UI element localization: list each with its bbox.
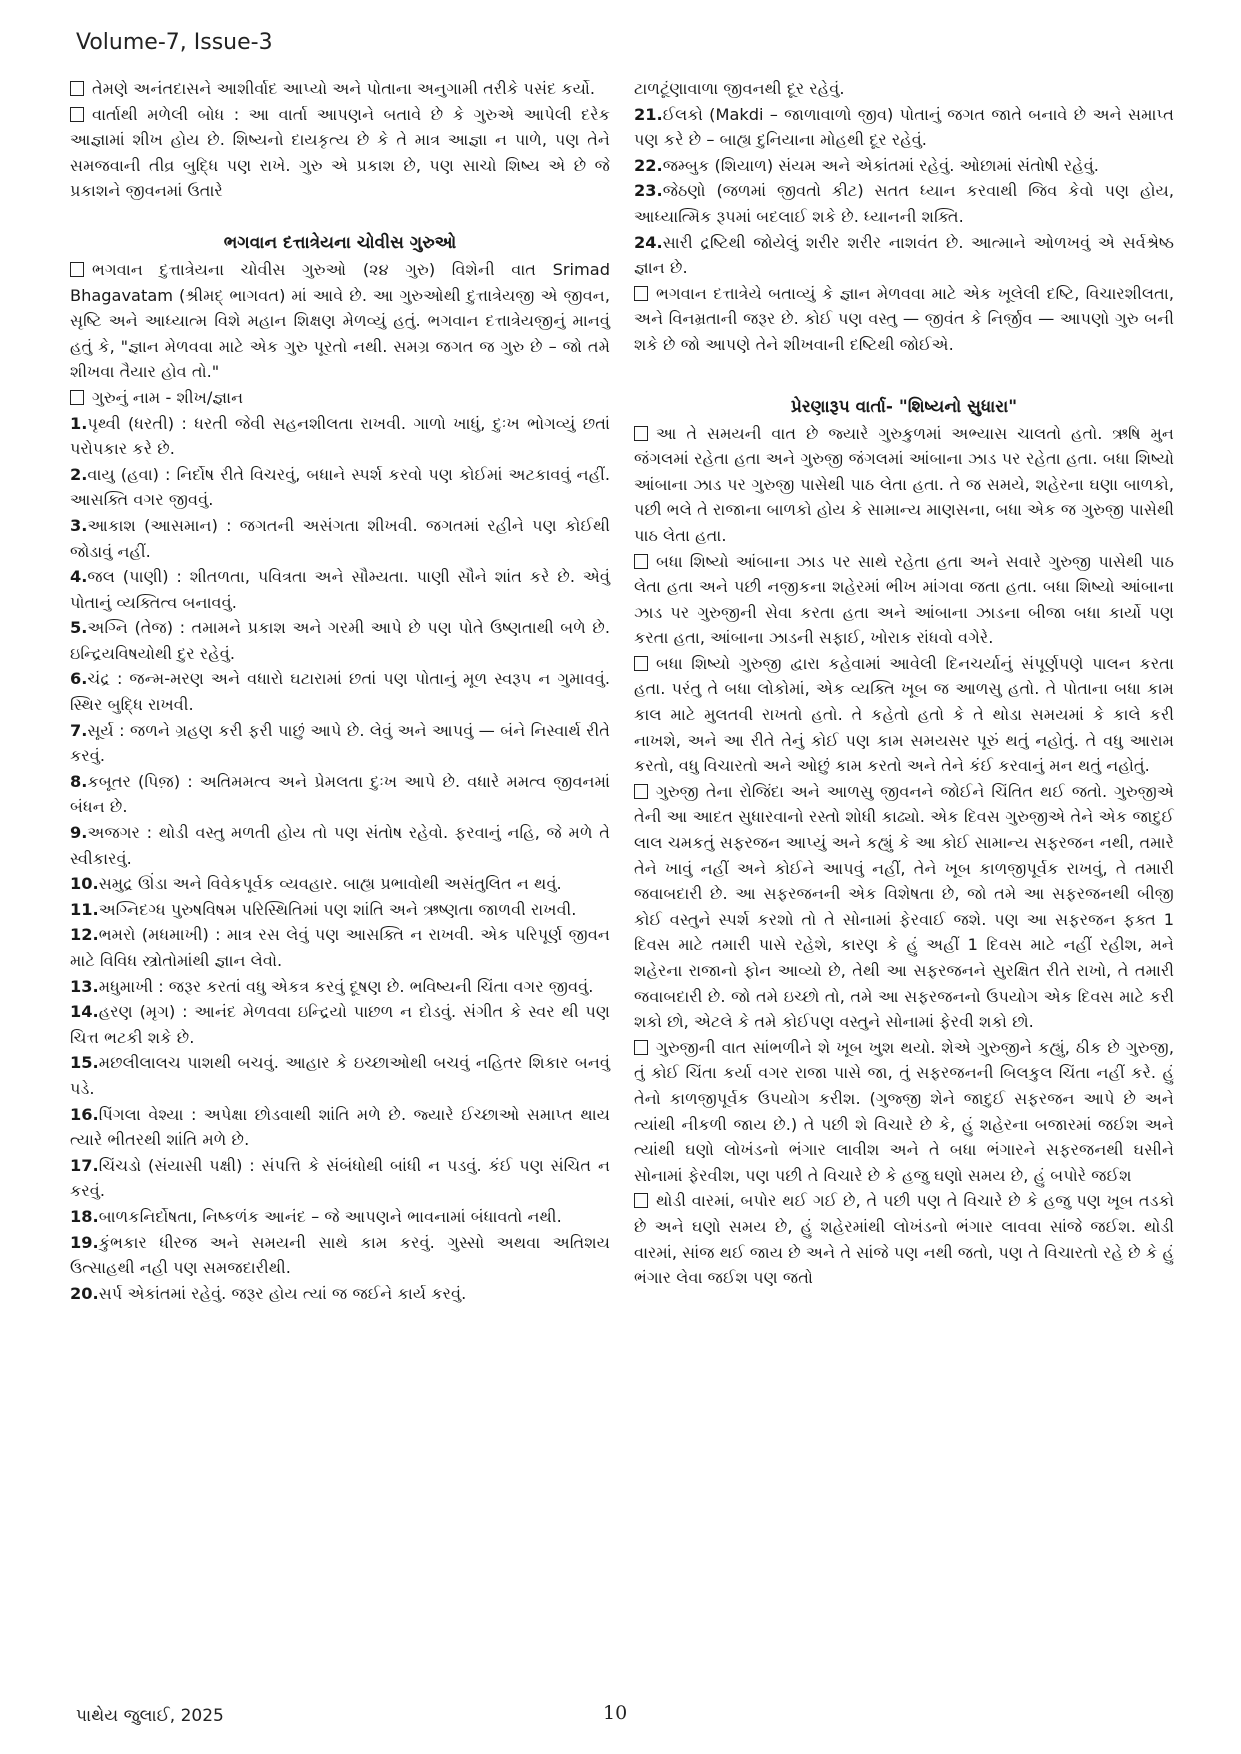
guru-list-item [70,615,610,666]
story-paragraph [634,1035,1174,1189]
guru-item-text: જમ્બુક (શિયાળ) સંયમ અને એકાંતમાં રહેવું. ઓછામાં સંતોષી રહેવું. [662,155,1099,175]
guru-item-text: પિંગલા વેશ્યા : અપેક્ષા છોડવાથી શાંતિ મળે છે. જ્યારે ઈચ્છાઓ સમાપ્ત થાય ત્યારે ભીતરથી શાંતિ મળે છે. [70,1104,610,1150]
guru-item-text: ચંદ્ર : જન્મ-મરણ અને વધારો ઘટારામાં છતાં પણ પોતાનું મૂળ સ્વરૂપ ન ગુમાવવું. સ્થિર બુદ્ધિ રાખવી. [70,669,610,715]
continued-line: ટાળટૂંણાવાળા જીવનથી દૂર રહેવું. [634,79,845,98]
guru-item-text: મધુમાખી : જરૂર કરતાં વધુ એકત્ર કરવું દૂષણ છે. ભવિષ્યની ચિંતા વગર જીવવું. [98,976,594,996]
guru-list-item [70,513,610,564]
guru-list-item [70,974,610,1000]
guru-list-item [70,1230,610,1281]
guru-item-text: સૂર્ય : જળને ગ્રહણ કરી ફરી પાછું આપે છે. લેવું અને આપવું — બંને નિસ્વાર્થ રીતે કરવું. [70,720,610,766]
guru-item-text: ઈલકો (Makdi – જાળાવાળો જીવ) પોતાનું જગત જાતે બનાવે છે અને સમાપ્ત પણ કરે છે – બાહ્ય દુનિયાના મોહથી દૂર રહેવું. [634,104,1174,150]
guru-item-text: આકાશ (આસમાન) : જગતની અસંગતા શીખવી. જગતમાં રહીને પણ કોઈથી જોડાવું નહીં. [70,515,610,561]
guru-item-number: 6. [70,669,88,689]
guru-list-item [70,1050,610,1101]
guru-list-item [70,718,610,769]
guru-item-text: સારી દ્રષ્ટિથી જોયેલું શરીર શરીર નાશવંત છે. આત્માને ઓળખવું એ સર્વશ્રેષ્ઠ જ્ઞાન છે. [634,232,1174,278]
guru-item-number: 21. [634,104,663,124]
checkbox-icon [634,784,648,799]
guru-list-item [634,230,1174,281]
story-paragraph [634,421,1174,549]
guru-item-number: 15. [70,1053,99,1073]
checkbox-icon [70,81,84,96]
guru-item-number: 9. [70,823,88,843]
guru-item-text: અગ્નિ (તેજ) : તમામને પ્રકાશ અને ગરમી આપે છે પણ પોતે ઉષ્ણતાથી બળે છે. ઇન્દ્રિયવિષયોથી દુર રહેવું. [70,618,610,663]
page-number: 10 [603,1702,628,1724]
guru-item-number: 16. [70,1104,99,1124]
guru-list-title [70,385,610,411]
intro-paragraph-2 [70,102,610,204]
story-text: ગુરુજીની વાત સાંભળીને શે ખૂબ ખુશ થયો. શેએ ગુરુજીને કહ્યું, ઠીક છે ગુરુજી, તું કોઈ ચિંતા કર્યા વગર રાજા પાસે જા, તું સફરજનની બિલકુલ ચિંતા નહીં કરે. હું તેનો કાળજીપૂર્વક ઉપયોગ કરીશ. (ગુજ્જી શેને જાદુઈ સફરજન આપે છે અને ત્યાંથી નીકળી જાય છે.) તે પછી શે વિચારે છે કે, હું શહેરના બજારમાં જઈશ અને ત્યાંથી ઘણો લોખંડનો ભંગાર લાવીશ અને તે બધા ભંગારને સફરજનથી ઘસીને સોનામાં ફેરવીશ, પણ પછી તે વિચારે છે કે હજુ ઘણો સમય છે, હું બપોરે જઈશ [634,1037,1174,1185]
guru-item-number: 17. [70,1155,99,1175]
checkbox-icon [634,286,648,301]
guru-item-number: 8. [70,771,88,791]
guru-item-number: 2. [70,464,88,484]
guru-item-number: 20. [70,1283,99,1303]
story-paragraph [634,779,1174,1035]
story-paragraph [634,1188,1174,1290]
guru-list-item [70,769,610,820]
guru-item-text: વાયુ (હવા) : નિર્દોષ રીતે વિચરવું, બધાને સ્પર્શ કરવો પણ કોઈમાં અટકાવવું નહીં. આસક્તિ વગર જીવવું. [70,464,610,510]
story-paragraph [634,651,1174,779]
guru-list-item [70,1204,610,1230]
guru-item-number: 14. [70,1002,99,1022]
guru-item-number: 18. [70,1206,99,1226]
guru-item-number: 12. [70,925,99,945]
guru-item-number: 22. [634,155,663,175]
guru-list-item [70,897,610,923]
guru-item-text: જેઠણો (જળમાં જીવતો કીટ) સતત ધ્યાન કરવાથી જિવ કેવો પણ હોય, આધ્યાત્મિક રૂપમાં બદલાઈ શકે છે. ધ્યાનની શક્તિ. [634,181,1174,226]
guru-list-item [634,153,1174,179]
guru-list-item [70,1102,610,1153]
checkbox-icon [70,107,84,122]
guru-list-item [70,1153,610,1204]
guru-list-item [70,999,610,1050]
intro-text-1: તેમણે અનંતદાસને આશીર્વાદ આપ્યો અને પોતાના અનુગામી તરીકે પસંદ કર્યો. [92,79,596,98]
checkbox-icon [634,554,648,569]
right-column [634,76,1174,1291]
guru-list-item [70,871,610,897]
guru-item-number: 5. [70,618,88,638]
guru-item-text: સર્પ એકાંતમાં રહેવું. જરૂર હોય ત્યાં જ જઈને કાર્ય કરવું. [98,1283,467,1303]
conclusion-paragraph [634,281,1174,358]
story-paragraph [634,549,1174,651]
volume-issue-label: Volume-7, Issue-3 [76,30,273,55]
guru-item-number: 1. [70,413,88,433]
guru-item-text: અજગર : થોડી વસ્તુ મળતી હોય તો પણ સંતોષ રહેવો. ફરવાનું નહિ, જે મળે તે સ્વીકારવું. [70,823,610,868]
guru-list-item [70,411,610,462]
guru-list-item [70,922,610,973]
guru-item-number: 23. [634,181,663,201]
checkbox-icon [634,1040,648,1055]
story-text: આ તે સમયની વાત છે જ્યારે ગુરુકુળમાં અભ્યાસ ચાલતો હતો. ઋષિ મુન જંગલમાં રહેતા હતા અને ગુરુજી જંગલમાં આંબાના ઝાડ પર રહેતા હતા. બધા શિષ્યો આંબાના ઝાડ પર ગુરુજી પાસેથી પાઠ લેતા હતા. તે જ સમયે, શહેરના ઘણા બાળકો, પછી ભલે તે રાજાના બાળકો હોય કે સામાન્ય માણસના, બધા એક જ ગુરુજી પાસેથી પાઠ લેતા હતા. [634,423,1174,545]
story-text: બધા શિષ્યો ગુરુજી દ્વારા કહેવામાં આવેલી દિનચર્યાનું સંપૂર્ણપણે પાલન કરતા હતા. પરંતુ તે બધા લોકોમાં, એક વ્યક્તિ ખૂબ જ આળસુ હતો. તે પોતાના બધા કામ કાલ માટે મુલતવી રાખતો હતો. તે કહેતો હતો કે તે થોડા સમયમાં કે કાલે કરી નાખશે, અને આ રીતે તેનું કોઈ પણ કામ સમયસર પૂરું થતું નહોતું. તે વધુ આરામ કરતો, વધુ વિચારતો અને ઓછું કામ કરતો અને તેને કંઈ કરવાનું મન થતું નહોતું. [634,653,1174,776]
guru-item-text: પૃથ્વી (ધરતી) : ધરતી જેવી સહનશીલતા રાખવી. ગાળો ખાધું, દુઃખ ભોગવ્યું છતાં પરોપકાર કરે છે. [70,413,610,459]
checkbox-icon [634,656,648,671]
gurus-intro-paragraph [70,257,610,385]
guru-item-number: 3. [70,515,88,535]
guru-list-title-text: ગુરુનું નામ - શીખ/જ્ઞાન [92,387,244,407]
guru-item-text: કુંભકાર ધીરજ અને સમયની સાથે કામ કરવું. ગુસ્સો અથવા અતિશય ઉત્સાહથી નહી પણ સમજદારીથી. [70,1232,610,1278]
left-column [70,76,610,1306]
guru-list-item [70,820,610,871]
intro-paragraph-1 [70,76,610,102]
guru-list-item [634,178,1174,229]
guru-list-item [70,666,610,717]
guru-item-text: બાળકનિર્દોષતા, નિષ્કળંક આનંદ – જે આપણને ભાવનામાં બંધાવતો નથી. [98,1206,562,1226]
guru-item-number: 7. [70,720,88,740]
section-heading-24-gurus: ભગવાન દત્તાત્રેયના ચોવીસ ગુરુઓ [223,232,457,253]
guru-list-item [634,102,1174,153]
guru-item-text: અગ્નિદગ્ધ પુરુષવિષમ પરિસ્થિતિમાં પણ શાંતિ અને ઋષ્ણતા જાળવી રાખવી. [98,899,577,919]
intro-text-2: વાર્તાથી મળેલી બોધ : આ વાર્તા આપણને બતાવે છે કે ગુરુએ આપેલી દરેક આજ્ઞામાં શીખ હોય છે. શિષ્યનો દાયકૃત્ય છે કે તે માત્ર આજ્ઞા ન પાળે, પણ તેને સમજવાની તીવ્ર બુદ્ધિ પણ રાખે. ગુરુ એ પ્રકાશ છે, પણ સાચો શિષ્ય એ છે જે પ્રકાશને જીવનમાં ઉતારે [70,104,610,201]
guru-item-text: સમુદ્ર ઊંડા અને વિવેકપૂર્વક વ્યવહાર. બાહ્ય પ્રભાવોથી અસંતુલિત ન થવું. [98,874,562,894]
guru-item-text: કબૂતર (પિજ઼) : અતિમમત્વ અને પ્રેમલતા દુઃખ આપે છે. વધારે મમત્વ જીવનમાં બંધન છે. [70,771,610,817]
guru-list-left [70,411,610,1307]
section-heading-story: પ્રેરણારૂપ વાર્તા- "શિષ્યનો સુધારા" [790,396,1018,417]
guru-item-number: 19. [70,1232,99,1252]
guru-item-number: 11. [70,899,99,919]
guru-item-number: 13. [70,976,99,996]
checkbox-icon [634,426,648,441]
checkbox-icon [70,390,84,405]
guru-item-text: હરણ (મૃગ) : આનંદ મેળવવા ઇન્દ્રિયો પાછળ ન દોડવું. સંગીત કે સ્વર થી પણ ચિત્ત ભટકી શકે છે. [70,1002,610,1047]
footer-publication: પાથેય જુલાઈ, 2025 [76,1706,224,1726]
conclusion-text: ભગવાન દત્તાત્રેયે બતાવ્યું કે જ્ઞાન મેળવવા માટે એક ખૂલેલી દષ્ટિ, વિચારશીલતા, અને વિનમ્રતાની જરૂર છે. કોઈ પણ વસ્તુ — જીવંત કે નિર્જીવ — આપણો ગુરુ બની શકે છે જો આપણે તેને શીખવાની દષ્ટિથી જોઈએ. [634,283,1174,354]
guru-list-right [634,102,1174,281]
story-paragraphs [634,421,1174,1291]
story-text: બધા શિષ્યો આંબાના ઝાડ પર સાથે રહેતા હતા અને સવારે ગુરુજી પાસેથી પાઠ લેતા હતા અને પછી નજીકના શહેરમાં ભીખ માંગવા જતા હતા. બધા શિષ્યો આંબાના ઝાડ પર ગુરુજીની સેવા કરતા હતા અને આંબાના ઝાડના બીજા બધા કાર્યો પણ કરતા હતા, આંબાના ઝાડની સફાઈ, ખોરાક રાંધવો વગેરે. [634,551,1174,648]
guru-item-text: મછલીલાલચ પાશથી બચવું. આહાર કે ઇચ્છાઓથી બચવું નહિતર શિકાર બનવું પડે. [70,1053,610,1098]
guru-list-item [70,1281,610,1307]
guru-item-text: ચિંચડો (સંયાસી પક્ષી) : સંપત્તિ કે સંબંધોથી બાંધી ન પડવું. કંઈ પણ સંચિત ન કરવું. [70,1155,610,1201]
guru-item-number: 24. [634,232,663,252]
story-text: ગુરુજી તેના રોજિંદા અને આળસુ જીવનને જોઈને ચિંતિત થઈ જતો. ગુરુજીએ તેની આ આદત સુધારવાનો રસ્તો શોધી કાઢ્યો. એક દિવસ ગુરુજીએ તેને એક જાદુઈ લાલ ચમકતું સફરજન આપ્યું અને કહ્યું કે આ કોઈ સામાન્ય સફરજન નથી, તમારે તેને ખાવું નહીં અને કોઈને આપવું નહીં, તેને ખૂબ કાળજીપૂર્વક રાખવું, તે તમારી જવાબદારી છે. આ સફરજનની એક વિશેષતા છે, જો તમે આ સફરજનથી બીજી કોઈ વસ્તુને સ્પર્શ કરશો તો તે સોનામાં ફેરવાઈ જશે. પણ આ સફરજન ફક્ત 1 દિવસ માટે તમારી પાસે રહેશે, કારણ કે હું અહીં 1 દિવસ માટે નહીં રહીશ, મને શહેરના રાજાનો ફોન આવ્યો છે, તેથી આ સફરજનને સુરક્ષિત રીતે રાખો, તે તમારી જવાબદારી છે. જો તમે ઇચ્છો તો, તમે આ સફરજનનો ઉપયોગ એક દિવસ માટે કરી શકો છો, એટલે કે તમે કોઈપણ વસ્તુને સોનામાં ફેરવી શકો છો. [634,781,1174,1032]
guru-list-item [70,564,610,615]
story-text: થોડી વારમાં, બપોર થઈ ગઈ છે, તે પછી પણ તે વિચારે છે કે હજુ પણ ખૂબ તડકો છે અને ઘણો સમય છે, હું શહેરમાંથી લોખંડનો ભંગાર લાવવા સાંજે જઈશ. થોડી વારમાં, સાંજ થઈ જાય છે અને તે સાંજે પણ નથી જતો, પણ તે વિચારતો રહે છે કે હું ભંગાર લેવા જઈશ પણ જતો [634,1191,1174,1288]
guru-item-text: જલ (પાણી) : શીતળતા, પવિત્રતા અને સૌમ્યતા. પાણી સૌને શાંત કરે છે. એવું પોતાનું વ્યક્તિત્વ બનાવવું. [70,567,610,612]
guru-item-number: 10. [70,874,99,894]
checkbox-icon [70,262,84,277]
gurus-intro-text: ભગવાન દુત્તાત્રેયના ચોવીસ ગુરુઓ (૨૪ ગુરુ) વિશેની વાત Srimad Bhagavatam (શ્રીમદ્ ભાગવત) માં આવે છે. આ ગુરુઓથી દુત્તાત્રેયજી એ જીવન, સૃષ્ટિ અને આધ્યાત્મ વિશે મહાન શિક્ષણ મેળવ્યું હતું. ભગવાન દત્તાત્રેયજીનું માનવું હતું કે, "જ્ઞાન મેળવવા માટે એક ગુરુ પૂરતો નથી. સમગ્ર જગત જ ગુરુ છે – જો તમે શીખવા તૈયાર હોવ તો." [70,259,610,382]
checkbox-icon [634,1193,648,1208]
guru-item-text: ભમરો (મધમાખી) : માત્ર રસ લેવું પણ આસક્તિ ન રાખવી. એક પરિપૂર્ણ જીવન માટે વિવિધ સ્ત્રોતોમાંથી જ્ઞાન લેવો. [70,925,610,970]
guru-list-item [70,462,610,513]
guru-item-number: 4. [70,567,88,587]
